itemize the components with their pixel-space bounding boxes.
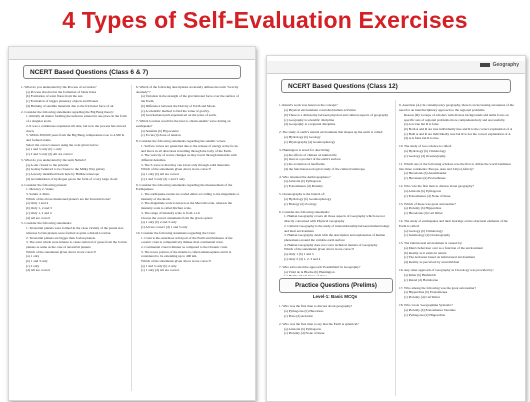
right-right-col (399, 100, 515, 396)
question-item (399, 268, 515, 282)
question-text: 10. The study of Geo science is called: (399, 144, 452, 149)
question-item (399, 303, 515, 317)
question-text: 6. Consider the following statements: (279, 209, 330, 214)
answer-option: (c) Hecataeus (d) Eratosthenes (404, 176, 446, 181)
answer-option (279, 274, 393, 276)
answer-option: (a) Only 1 (b) 1 and 3 (284, 252, 314, 257)
question-text: 5. Consider the following statements: (21, 221, 72, 226)
answer-option: Choose the correct statements from the given option: (141, 215, 213, 220)
answer-option: 3. Within 300,000 years from the Big Bang, temperature rose to 4,500 K and formed atoms. (26, 133, 125, 142)
question-item (21, 110, 128, 157)
answer-option: (a) Vidal de la Blache (b) Huntington (284, 269, 335, 274)
question-text: 8. Consider the following statements regarding the seismic waves: (136, 139, 226, 144)
answer-option: (b) Reality as it exists in nature (404, 250, 447, 255)
answer-option: (c) 2 and 3 only (d) 1 and 3 only (141, 176, 185, 181)
column-divider (395, 100, 396, 396)
question-text: 3. Huntington is noted for describing: (279, 147, 331, 152)
answer-option: (b) Galaxy believed to be closest to the Milky Way galaxy (26, 167, 105, 172)
answer-option: (a) 1 and 3 only (b) 2 only (141, 263, 177, 268)
answer-option: (a) Geology (b) Climatology (404, 228, 443, 233)
answer-option: (c) Only 2 (d) 1, 2, 3 and 4 (284, 256, 321, 261)
answer-option: (d) the functional-ecological study of the cultural landscape (284, 166, 365, 171)
question-item (399, 286, 515, 300)
question-item (279, 130, 393, 144)
right-section-title: NCERT Based Questions (Class 12) (288, 82, 398, 90)
question-item (21, 158, 128, 182)
answer-option: 1. Mercury 2. Venus (26, 187, 54, 192)
answer-option: (a) 1 only (b) All are correct (141, 172, 180, 177)
question-text: 7. Which location would be the best to obtain seismic wave during an earthquake? (136, 119, 231, 128)
question-item (279, 210, 393, 262)
answer-option: (b) Difference between the Dravity of Earth and Moon. (141, 103, 216, 108)
answer-option: (d) A is false but R is true (404, 136, 439, 141)
answer-option: (a) Physical environment controlled human activities (284, 108, 356, 113)
answer-option: (c) Pythagoras (d) Hipparchus (404, 312, 445, 317)
answer-option: 3. Human Geography deals with the description and explanation of human phenomena around the variable earth surface (284, 233, 386, 242)
prelims-title: Practice Questions (Prelims) (295, 282, 377, 289)
answer-option: (a) Man's behaviour over as a function of the environment (404, 246, 483, 251)
left-page-header-bar (9, 47, 255, 60)
answer-option: (a) Hydrology (b) Geomorphology (284, 196, 332, 201)
question-item (279, 175, 393, 189)
question-item (136, 139, 243, 181)
question-text: 2. Consider the following statements regarding the Big Bang theory: (21, 109, 114, 114)
answer-option: (c) Geology (d) Oceanography (404, 153, 446, 158)
answer-option: (d) All are correct (26, 268, 51, 273)
answer-option: (c) Ratzel (d) Hartshorne (404, 277, 438, 282)
answer-option: (a) Hydrology (b) Geology (284, 135, 321, 139)
answer-option: (a) Hipparchus (b) Eratosthenes (404, 290, 448, 295)
question-item (279, 304, 393, 318)
question-item (399, 202, 515, 216)
answer-option: 2. The magnitude scale is known as the Mercalli scale, whereas the intensity scale is called Richter scale. (141, 201, 232, 211)
question-text: 18. Who wrote 'Geographike Syntaxis'? (399, 303, 453, 308)
answer-option: 1. Surface waves are generated due to the release of energy at the focus and move in all directions travelling through the body of the Earth. (141, 143, 238, 153)
question-item (21, 85, 128, 109)
answer-option: 2. Terrestrial planets are bigger than Jovian planets. (26, 235, 96, 240)
answer-option: (a) 1 only (26, 254, 40, 259)
question-text: 10. Consider the following statements regarding the Crust: (136, 230, 216, 235)
answer-option: (a) Variation in the strength of the gravitational force over the surface of the Earth. (141, 94, 239, 104)
answer-option: (b) man as a product of the earth's surface (284, 157, 341, 162)
question-item (279, 103, 393, 127)
level-tag: Level-1: Basic MCQs (312, 294, 358, 299)
left-page-columns (21, 85, 243, 393)
answer-option: (a) Ptolemy (b) Eratosthenes Varenius (404, 307, 456, 312)
answer-option: (d) Burning of satellite materials due to the frictional force of air (26, 103, 114, 108)
answer-option: (d) Gravitational pull experienced on the poles of earth. (141, 113, 217, 118)
answer-option: (c) 2 only (26, 263, 40, 268)
question-item (136, 119, 243, 138)
answer-option: (c) Ptolemy (d) Carl Ritter (404, 295, 440, 300)
question-text: 1. Ratzel's work was based on the concept? (279, 103, 338, 108)
answer-option: (c) Eratosthenes (d) Ptolemy (284, 184, 323, 189)
question-text: 5. Oceanography is the branch of: (279, 192, 325, 197)
answer-option: (a) Aristotle (b) Pythagoras (404, 188, 442, 193)
answer-option: (c) The decisions based on behavioural environment (404, 255, 475, 260)
answer-option: Reason (R): Groups of scholars with diverse backgrounds and skills focus on specific sets of regional problems more comprehensively and successfully. (404, 112, 509, 122)
answer-option: 1. Crust is the outermost solid part of the Earth and thickness of the oceanic crust is comparatively thinner than continental crust. (141, 235, 233, 245)
answer-option: (a) Process involved in the formation of black holes (26, 89, 97, 94)
answer-option: (c) Only 1, 2 and 4 (26, 210, 52, 215)
answer-option: (d) All are correct (26, 215, 51, 220)
answer-option: 2. Cultural Geography is the study of interrelationship between human beings and their environment (284, 223, 390, 233)
question-text: 14. The study of earthquakes and their bearings on the structural elements of the Earth is called: (399, 219, 508, 228)
answer-option: 2. Continental crust is thinner as compared to the Oceanic crust. (141, 244, 228, 249)
right-upper-left-col (279, 100, 393, 276)
answer-option: 1. Terrestrial planets were formed in the close vicinity of the parent star, whereas Jovian planets were formed at quite a distant location. (26, 226, 124, 235)
answer-option: 1. The earthquake events are scaled either according to the magnitude or intensity of the shock. (141, 192, 240, 201)
question-item (399, 103, 515, 141)
answer-option: (a) Only 1 and 4 (26, 201, 49, 206)
answer-option: 3. Saturn 4. Mars (26, 192, 50, 197)
answer-option: (c) A newly identified black hole by Hubble telescope (26, 172, 100, 177)
prelims-title-box (279, 278, 393, 293)
question-item (399, 219, 515, 238)
question-item (399, 241, 515, 265)
question-text: 6. Which of the following descriptions accurately defines the term "Gravity anomaly"? (136, 85, 239, 94)
answer-option: (a) A is true but R is false (404, 122, 439, 127)
answer-option: (d) Reality as perceived by an individual (404, 260, 460, 265)
question-text: 3. What do you understand by the term Nebula? (21, 157, 87, 162)
answer-option: (b) 1 and 3 only (26, 259, 48, 264)
answer-option: 3. The solar winds were intense to cause removal of gases from the Jovian planets as same as the case of terrestrial planets. (26, 240, 127, 249)
answer-option: (c) Geography is scientific discipline (284, 117, 335, 122)
left-section-title-box (23, 65, 241, 79)
question-text: 4. Who invented the Anthroposphere? (279, 174, 331, 179)
question-item (21, 221, 128, 273)
answer-option: (c) Formation of bigger planetary objects and Planets (26, 99, 99, 104)
question-item (279, 148, 393, 172)
answer-option: (c) Focus (d) Zone of tension (141, 133, 181, 138)
right-lower-left-col (279, 301, 393, 397)
question-text: 15. The behavioural environment is caused by: (399, 241, 463, 246)
question-item (279, 322, 393, 336)
answer-option: (c) Seismology (d) Oceanography (404, 233, 451, 238)
answer-option: (a) Aristotle (b) Pythagoras (284, 179, 322, 184)
answer-option: (a) A star closest to the polestar (26, 162, 69, 167)
question-text: 12. Who was the first man to discuss about geography? (399, 184, 474, 189)
answer-option: (c) Biology (d) Zoology (284, 201, 317, 206)
question-item (136, 231, 243, 273)
answer-option: (a) Seismite (b) Hypocentre (141, 128, 179, 133)
answer-option: (c) Eratosthenes (d) None of these (404, 193, 451, 198)
answer-option: Which of the statements given above is/are correct? (284, 247, 355, 252)
answer-option: 4. Human Geography does not cover technical matters of Geography (284, 242, 378, 247)
chapter-tab: Geography (480, 62, 519, 68)
right-page-header-bar (267, 61, 525, 74)
question-text: 1. What do you understand by the Process of accretion? (21, 85, 97, 89)
question-text: 9. Assertion (A): In contemporary geography, there is an increasing awareness of the need for an interdisciplinary approach to the regional problems. (399, 103, 514, 113)
question-item (399, 184, 515, 198)
answer-option: (b) There is a dichotomy between physical and cultural aspects of geography (284, 112, 389, 117)
answer-option: (c) 1 only (d) All are correct (141, 268, 180, 273)
answer-option: 3. The range of intensity scale is from 1-10. (141, 210, 201, 215)
answer-option: 3. The lower portion of the mantle is called asthenosphere and it is considered to be extending up to 400 km. (141, 249, 232, 259)
answer-option: Which of the above mentioned planet's are the Terrestrial one? (26, 196, 111, 201)
answer-option: 1. Initially all matter forming the universe existed in one place in the form of a singular atom. (26, 114, 127, 124)
answer-option: (c) Herodotus (d) Carl Ritter (404, 211, 443, 216)
right-page (266, 55, 526, 402)
question-text: 4. Consider the following planets: (21, 182, 68, 187)
question-item (399, 144, 515, 158)
question-item (399, 162, 515, 181)
answer-option: (c) 2 and 3 only (d) All are correct (26, 152, 73, 157)
answer-option: (a) Hydrology (b) Climatology (404, 149, 446, 154)
question-item (279, 265, 393, 276)
question-text: 13. Which of these was great astronomer? (399, 201, 456, 206)
left-page (8, 46, 256, 401)
answer-option: (d) Accumulation of hydrogen gas in the form of a very large cloud (26, 176, 118, 181)
answer-option: Which of the statements given above is/are correct? (26, 249, 97, 254)
answer-option: 2. The velocity of waves changes as they travel through materials with different densities. (141, 153, 237, 162)
banner-title: 4 Types of Self-Evaluation Exercises (62, 6, 468, 33)
answer-option: (b) Both A and R are true individually true and R is the correct explanation of A (404, 126, 513, 131)
answer-option: (c) Both A and R are individually true but R is not the correct explanation of A (404, 131, 511, 136)
answer-option: 3. The S-wave is that they can travel only through solid materials. (141, 162, 231, 167)
question-text: 7. Who advocated the approach 'Possibilism' in Geography? (279, 264, 361, 269)
answer-option: (c) Physiography (d) Geomorphology (284, 139, 336, 144)
answer-option: (a) the effects of climate on human life (284, 152, 337, 157)
answer-option: (a) Ptolemy (b) Hipparchus (404, 206, 442, 211)
answer-option: (c) All are correct (d) 1 and 3 only (141, 224, 188, 229)
answer-option: (b) Formation of solar flares from the sun (26, 94, 83, 99)
question-text: 1. Who was the first man to discuss about geography? (279, 304, 353, 309)
question-item (136, 183, 243, 230)
answer-option: 1. Human Geography covers all those aspects of Geography which are not directly concerned with Physical Geography (284, 214, 385, 224)
question-item (136, 85, 243, 118)
question-text: 17. Who among the following was the great astronomer? (399, 285, 477, 290)
question-text: 16. Any other approach of Geography as Chorology was provided by: (399, 268, 494, 273)
answer-option: (b) Only 1, 2 and 3 (26, 206, 52, 211)
question-text: 11. Which one of the following scholars was the first to divide the world landmass into three continents: Europe, Asia and Libya (Africa)? (399, 161, 511, 171)
answer-option: (a) Pythagoras (b) Herodotus (284, 309, 324, 314)
answer-option: (c) the evolution of landforms (284, 161, 325, 166)
answer-option: (d) Geography is a regional discipline (284, 122, 336, 127)
banner (0, 0, 530, 40)
left-col-1 (21, 85, 128, 393)
answer-option: 2. It was a continuous expansion till date, but now the process has slowed down. (26, 123, 126, 133)
question-text: 9. Consider the following statements regarding the measurement of the Earthquakes: (136, 182, 233, 192)
right-section-title-box (281, 79, 511, 93)
answer-option: (c) A scientific method to find the value of gravity. (141, 108, 210, 113)
answer-option: (a) 1 only (b) 2 and 3 only (141, 220, 177, 225)
answer-option: (a) 1 and 3 only (b) 1 only (26, 147, 62, 152)
answer-option: (a) Herodotus (b) Anaximander (404, 171, 447, 176)
question-text: 2. The study of earth's natural environment that shapes up the earth is called: (279, 130, 383, 135)
answer-option: Which of the statements given above is/are correct? (141, 259, 212, 264)
left-section-title: NCERT Based Questions (Class 6 & 7) (30, 68, 149, 76)
left-col-2 (136, 85, 243, 393)
question-text: 2. Who was the first man to say that the Earth is spherical? (279, 321, 359, 326)
answer-option: (a) Ritter (b) Humboldt (404, 272, 436, 277)
question-item (21, 183, 128, 221)
question-item (279, 192, 393, 206)
answer-option: (c) Plato (d) Aristotle (284, 313, 313, 318)
answer-option: (a) Aristotle (b) Pythagoras (284, 326, 322, 331)
answer-option: Select the correct answer using the code given below: (26, 142, 99, 147)
answer-option: (c) Ptolemy (d) None of these (284, 331, 325, 336)
answer-option: Which of the statements given above is/are correct? (141, 167, 212, 172)
